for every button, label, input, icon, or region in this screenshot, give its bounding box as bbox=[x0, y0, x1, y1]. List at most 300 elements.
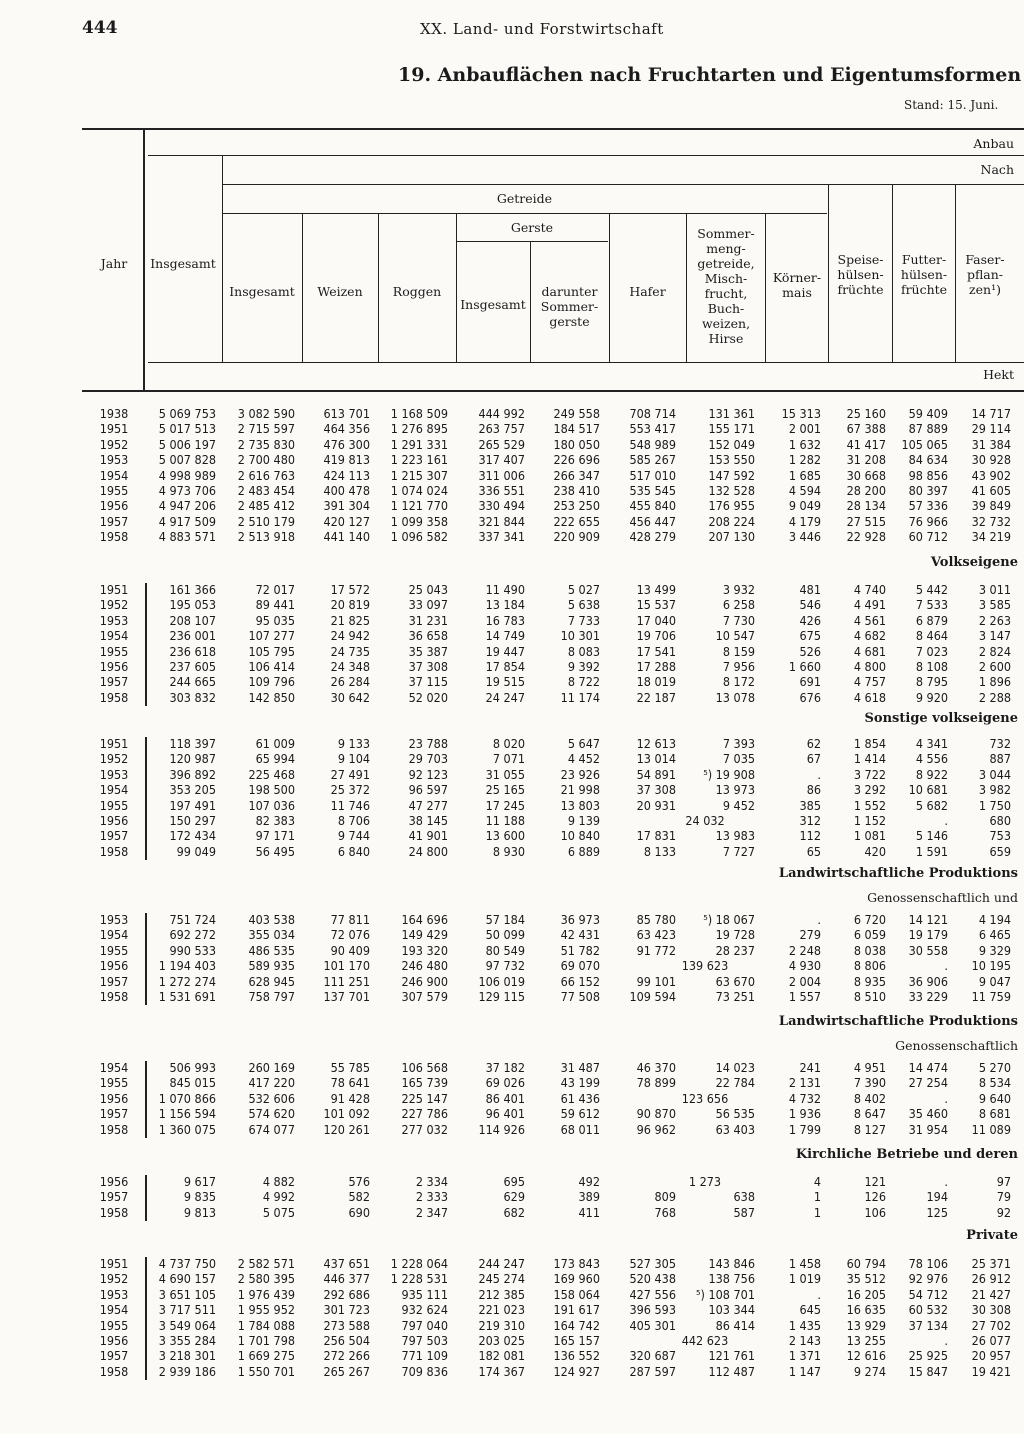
value-cell: 219 310 bbox=[478, 1317, 525, 1333]
value-cell: 30 642 bbox=[330, 689, 370, 705]
value-cell: 7 730 bbox=[722, 612, 755, 628]
value-cell: 532 606 bbox=[248, 1090, 295, 1106]
value-cell: 990 533 bbox=[169, 942, 216, 958]
value-cell: 220 909 bbox=[553, 529, 600, 545]
value-cell: . bbox=[944, 1090, 948, 1106]
value-cell: 1 896 bbox=[978, 674, 1011, 690]
value-cell: 112 487 bbox=[708, 1363, 755, 1379]
value-cell: 2 513 918 bbox=[237, 529, 295, 545]
value-cell: 1 550 701 bbox=[237, 1363, 295, 1379]
value-cell: 645 bbox=[799, 1302, 821, 1318]
value-cell: 194 bbox=[926, 1189, 948, 1205]
value-cell: 101 170 bbox=[323, 958, 370, 974]
value-cell: 1 156 594 bbox=[158, 1106, 216, 1122]
year-cell: 1956 bbox=[99, 1090, 129, 1106]
value-cell: 1 360 075 bbox=[158, 1121, 216, 1137]
value-cell: 8 922 bbox=[915, 766, 948, 782]
value-cell: 1 147 bbox=[788, 1363, 821, 1379]
value-cell: 11 746 bbox=[330, 797, 370, 813]
value-cell: 8 159 bbox=[722, 643, 755, 659]
value-cell: 25 925 bbox=[908, 1348, 948, 1364]
value-cell: 5 442 bbox=[915, 582, 948, 597]
value-cell: 4 800 bbox=[853, 659, 886, 674]
year-cell: 1953 bbox=[99, 1286, 129, 1302]
value-cell: 1 096 582 bbox=[390, 529, 448, 545]
value-cell: 61 009 bbox=[255, 736, 295, 751]
value-cell: 56 535 bbox=[715, 1106, 755, 1122]
divider bbox=[892, 184, 893, 362]
value-cell: 809 bbox=[654, 1189, 676, 1205]
value-cell: 31 487 bbox=[560, 1060, 600, 1075]
divider bbox=[456, 213, 457, 362]
table-row bbox=[94, 844, 1024, 859]
value-cell: 8 935 bbox=[853, 973, 886, 989]
value-cell: 120 987 bbox=[169, 751, 216, 767]
value-cell: 2 004 bbox=[788, 973, 821, 989]
year-cell: 1958 bbox=[99, 843, 129, 859]
table-row bbox=[94, 1205, 1024, 1220]
value-cell: 87 889 bbox=[908, 421, 948, 437]
value-cell: 149 429 bbox=[401, 927, 448, 943]
value-cell: 30 668 bbox=[846, 467, 886, 483]
value-cell: 4 947 206 bbox=[158, 498, 216, 514]
value-cell: 19 728 bbox=[715, 927, 755, 943]
value-cell: 4 732 bbox=[788, 1090, 821, 1106]
value-cell: 1 070 866 bbox=[158, 1090, 216, 1106]
year-cell: 1958 bbox=[99, 529, 129, 545]
value-cell: 246 480 bbox=[401, 958, 448, 974]
value-cell: 14 474 bbox=[908, 1060, 948, 1075]
value-cell: 321 844 bbox=[478, 513, 525, 529]
value-cell: 4 452 bbox=[567, 751, 600, 767]
value-cell: 15 313 bbox=[781, 406, 821, 421]
value-cell: 9 392 bbox=[567, 659, 600, 674]
value-cell: 682 bbox=[503, 1204, 525, 1220]
table-row bbox=[94, 927, 1024, 942]
value-cell: 30 928 bbox=[971, 452, 1011, 468]
value-cell: 732 bbox=[989, 736, 1011, 751]
value-cell: 456 447 bbox=[629, 513, 676, 529]
value-cell: 2 263 bbox=[978, 612, 1011, 628]
value-cell: 2 347 bbox=[415, 1204, 448, 1220]
value-cell: 61 436 bbox=[560, 1090, 600, 1106]
value-cell: 111 251 bbox=[323, 973, 370, 989]
value-cell: 86 bbox=[806, 782, 821, 798]
value-cell: 10 547 bbox=[715, 628, 755, 644]
value-cell: 9 617 bbox=[183, 1174, 216, 1189]
value-cell: 6 059 bbox=[853, 927, 886, 943]
hekt-label: Hekt bbox=[983, 367, 1014, 382]
value-cell: 69 026 bbox=[485, 1075, 525, 1091]
value-cell: 20 819 bbox=[330, 597, 370, 613]
value-cell: 7 023 bbox=[915, 643, 948, 659]
table-row bbox=[94, 582, 1024, 597]
value-cell: 69 070 bbox=[560, 958, 600, 974]
value-cell: 3 292 bbox=[853, 782, 886, 798]
value-cell: 28 200 bbox=[846, 483, 886, 498]
value-cell: 8 510 bbox=[853, 989, 886, 1004]
value-cell: 4 998 989 bbox=[158, 467, 216, 483]
year-cell: 1954 bbox=[99, 782, 129, 798]
value-cell: 4 556 bbox=[915, 751, 948, 767]
nach-rule bbox=[222, 184, 1024, 185]
year-cell: 1958 bbox=[99, 989, 129, 1004]
table-row bbox=[94, 437, 1024, 452]
value-cell: . bbox=[817, 912, 821, 927]
year-cell: 1956 bbox=[99, 498, 129, 514]
table-row bbox=[94, 514, 1024, 529]
table-row bbox=[94, 597, 1024, 612]
value-cell: 4 930 bbox=[788, 958, 821, 974]
year-cell: 1957 bbox=[99, 1189, 129, 1205]
year-cell: 1951 bbox=[99, 736, 129, 751]
value-cell: 427 556 bbox=[629, 1286, 676, 1302]
value-cell: 123 656 bbox=[681, 1090, 729, 1106]
value-cell: 22 784 bbox=[715, 1075, 755, 1091]
value-cell: 9 744 bbox=[337, 828, 370, 844]
value-cell: 4 561 bbox=[853, 612, 886, 628]
value-cell: 33 097 bbox=[408, 597, 448, 613]
section-heading: Volkseigene bbox=[930, 555, 1018, 570]
year-cell: 1955 bbox=[99, 797, 129, 813]
table-row bbox=[94, 529, 1024, 544]
value-cell: 589 935 bbox=[248, 958, 295, 974]
col-hafer: Hafer bbox=[629, 284, 666, 299]
table-row bbox=[94, 912, 1024, 927]
value-cell: 169 960 bbox=[553, 1271, 600, 1287]
value-cell: 5 007 828 bbox=[158, 452, 216, 468]
value-cell: . bbox=[817, 1286, 821, 1302]
value-cell: 8 681 bbox=[978, 1106, 1011, 1122]
value-cell: 21 998 bbox=[560, 782, 600, 798]
value-cell: 78 899 bbox=[636, 1075, 676, 1091]
value-cell: 25 372 bbox=[330, 782, 370, 798]
value-cell: 336 551 bbox=[478, 483, 525, 498]
value-cell: 176 955 bbox=[708, 498, 755, 514]
value-cell: 676 bbox=[799, 689, 821, 705]
value-cell: 143 846 bbox=[708, 1256, 755, 1271]
value-cell: 9 047 bbox=[978, 973, 1011, 989]
value-cell: 303 832 bbox=[169, 689, 216, 705]
col-koernermais: Körner- mais bbox=[772, 270, 822, 300]
value-cell: 193 320 bbox=[401, 942, 448, 958]
year-cell: 1954 bbox=[99, 628, 129, 644]
table-row bbox=[94, 1106, 1024, 1121]
value-cell: 1 458 bbox=[788, 1256, 821, 1271]
value-cell: 5 647 bbox=[567, 736, 600, 751]
value-cell: 420 127 bbox=[323, 513, 370, 529]
table-row bbox=[94, 1318, 1024, 1333]
value-cell: 9 452 bbox=[722, 797, 755, 813]
value-cell: 241 bbox=[799, 1060, 821, 1075]
value-cell: 173 843 bbox=[553, 1256, 600, 1271]
year-cell: 1955 bbox=[99, 643, 129, 659]
value-cell: 13 983 bbox=[715, 828, 755, 844]
value-cell: 91 772 bbox=[636, 942, 676, 958]
value-cell: 320 687 bbox=[629, 1348, 676, 1364]
value-cell: 3 011 bbox=[978, 582, 1011, 597]
value-cell: 27 515 bbox=[846, 513, 886, 529]
value-cell: 16 783 bbox=[485, 612, 525, 628]
value-cell: 33 229 bbox=[908, 989, 948, 1004]
value-cell: 535 545 bbox=[629, 483, 676, 498]
value-cell: 17 245 bbox=[485, 797, 525, 813]
value-cell: 1 019 bbox=[788, 1271, 821, 1287]
year-cell: 1957 bbox=[99, 513, 129, 529]
value-cell: 6 840 bbox=[337, 843, 370, 859]
value-cell: 238 410 bbox=[553, 483, 600, 498]
value-cell: 78 106 bbox=[908, 1256, 948, 1271]
value-cell: 59 409 bbox=[908, 406, 948, 421]
value-cell: 1 228 531 bbox=[390, 1271, 448, 1287]
value-cell: 59 612 bbox=[560, 1106, 600, 1122]
value-cell: 265 267 bbox=[323, 1363, 370, 1379]
year-cell: 1951 bbox=[99, 582, 129, 597]
value-cell: 13 973 bbox=[715, 782, 755, 798]
value-cell: 420 bbox=[864, 843, 886, 859]
value-cell: 403 538 bbox=[248, 912, 295, 927]
value-cell: 1 371 bbox=[788, 1348, 821, 1364]
value-cell: 79 bbox=[996, 1189, 1011, 1205]
year-cell: 1952 bbox=[99, 436, 129, 452]
table-row bbox=[94, 1271, 1024, 1286]
value-cell: 24 735 bbox=[330, 643, 370, 659]
value-cell: 1 936 bbox=[788, 1106, 821, 1122]
value-cell: 2 248 bbox=[788, 942, 821, 958]
value-cell: 47 277 bbox=[408, 797, 448, 813]
table-row bbox=[94, 659, 1024, 674]
value-cell: 1 276 895 bbox=[390, 421, 448, 437]
year-cell: 1956 bbox=[99, 813, 129, 828]
value-cell: 8 083 bbox=[567, 643, 600, 659]
value-cell: 2 582 571 bbox=[237, 1256, 295, 1271]
nach-label: Nach bbox=[980, 162, 1014, 177]
value-cell: 6 879 bbox=[915, 612, 948, 628]
year-cell: 1953 bbox=[99, 766, 129, 782]
value-cell: 32 732 bbox=[971, 513, 1011, 529]
value-cell: 16 205 bbox=[846, 1286, 886, 1302]
value-cell: 2 143 bbox=[788, 1333, 821, 1348]
value-cell: 887 bbox=[989, 751, 1011, 767]
value-cell: 27 702 bbox=[971, 1317, 1011, 1333]
value-cell: 9 813 bbox=[183, 1204, 216, 1220]
value-cell: 212 385 bbox=[478, 1286, 525, 1302]
value-cell: ⁵) 18 067 bbox=[703, 912, 755, 927]
value-cell: 96 401 bbox=[485, 1106, 525, 1122]
value-cell: 4 737 750 bbox=[158, 1256, 216, 1271]
value-cell: 1 557 bbox=[788, 989, 821, 1004]
value-cell: 8 706 bbox=[337, 813, 370, 828]
value-cell: 106 019 bbox=[478, 973, 525, 989]
value-cell: 1 194 403 bbox=[158, 958, 216, 974]
table-title: 19. Anbauflächen nach Fruchtarten und Eigentumsformen bbox=[398, 64, 1022, 86]
value-cell: 797 040 bbox=[401, 1317, 448, 1333]
value-cell: 8 402 bbox=[853, 1090, 886, 1106]
value-cell: 21 427 bbox=[971, 1286, 1011, 1302]
value-cell: 31 954 bbox=[908, 1121, 948, 1137]
value-cell: 24 247 bbox=[485, 689, 525, 705]
value-cell: 90 870 bbox=[636, 1106, 676, 1122]
year-cell: 1957 bbox=[99, 674, 129, 690]
value-cell: 273 588 bbox=[323, 1317, 370, 1333]
value-cell: 587 bbox=[733, 1204, 755, 1220]
section-heading: Private bbox=[966, 1228, 1018, 1243]
table-row bbox=[94, 1060, 1024, 1075]
value-cell: 65 994 bbox=[255, 751, 295, 767]
value-cell: 136 552 bbox=[553, 1348, 600, 1364]
value-cell: 37 182 bbox=[485, 1060, 525, 1075]
value-cell: 15 847 bbox=[908, 1363, 948, 1379]
value-cell: 2 334 bbox=[415, 1174, 448, 1189]
value-cell: 37 308 bbox=[636, 782, 676, 798]
table-row bbox=[94, 690, 1024, 705]
value-cell: 103 344 bbox=[708, 1302, 755, 1318]
value-cell: 7 533 bbox=[915, 597, 948, 613]
page-number: 444 bbox=[82, 18, 118, 38]
value-cell: 1 074 024 bbox=[390, 483, 448, 498]
value-cell: 2 333 bbox=[415, 1189, 448, 1205]
value-cell: 39 849 bbox=[971, 498, 1011, 514]
value-cell: 121 761 bbox=[708, 1348, 755, 1364]
value-cell: 455 840 bbox=[629, 498, 676, 514]
value-cell: 35 512 bbox=[846, 1271, 886, 1287]
value-cell: 13 014 bbox=[636, 751, 676, 767]
value-cell: 245 274 bbox=[478, 1271, 525, 1287]
value-cell: 2 600 bbox=[978, 659, 1011, 674]
value-cell: 1 414 bbox=[853, 751, 886, 767]
value-cell: 222 655 bbox=[553, 513, 600, 529]
value-cell: 26 284 bbox=[330, 674, 370, 690]
value-cell: 13 499 bbox=[636, 582, 676, 597]
value-cell: 6 465 bbox=[978, 927, 1011, 943]
value-cell: 237 605 bbox=[169, 659, 216, 674]
value-cell: 106 414 bbox=[248, 659, 295, 674]
value-cell: 17 288 bbox=[636, 659, 676, 674]
value-cell: 5 682 bbox=[915, 797, 948, 813]
value-cell: 311 006 bbox=[478, 467, 525, 483]
value-cell: 260 169 bbox=[248, 1060, 295, 1075]
col-jahr: Jahr bbox=[100, 256, 128, 271]
value-cell: 1 168 509 bbox=[390, 406, 448, 421]
value-cell: 751 724 bbox=[169, 912, 216, 927]
value-cell: 106 bbox=[864, 1204, 886, 1220]
value-cell: 198 500 bbox=[248, 782, 295, 798]
value-cell: 8 806 bbox=[853, 958, 886, 974]
value-cell: 4 491 bbox=[853, 597, 886, 613]
value-cell: 4 690 157 bbox=[158, 1271, 216, 1287]
year-cell: 1955 bbox=[99, 1075, 129, 1091]
value-cell: 5 006 197 bbox=[158, 436, 216, 452]
value-cell: 8 647 bbox=[853, 1106, 886, 1122]
value-cell: 99 049 bbox=[176, 843, 216, 859]
value-cell: 11 759 bbox=[971, 989, 1011, 1004]
divider bbox=[222, 155, 223, 362]
value-cell: 54 891 bbox=[636, 766, 676, 782]
value-cell: 3 446 bbox=[788, 529, 821, 545]
value-cell: 1 291 331 bbox=[390, 436, 448, 452]
value-cell: 1 955 952 bbox=[237, 1302, 295, 1318]
value-cell: 4 594 bbox=[788, 483, 821, 498]
value-cell: 129 115 bbox=[478, 989, 525, 1004]
value-cell: 208 224 bbox=[708, 513, 755, 529]
year-cell: 1951 bbox=[99, 1256, 129, 1271]
value-cell: 37 134 bbox=[908, 1317, 948, 1333]
value-cell: 2 580 395 bbox=[237, 1271, 295, 1287]
value-cell: 60 712 bbox=[908, 529, 948, 545]
value-cell: 3 549 064 bbox=[158, 1317, 216, 1333]
value-cell: 576 bbox=[348, 1174, 370, 1189]
value-cell: 709 836 bbox=[401, 1363, 448, 1379]
value-cell: 38 145 bbox=[408, 813, 448, 828]
value-cell: 131 361 bbox=[708, 406, 755, 421]
value-cell: 31 208 bbox=[846, 452, 886, 468]
value-cell: 105 065 bbox=[901, 436, 948, 452]
value-cell: 768 bbox=[654, 1204, 676, 1220]
value-cell: 35 460 bbox=[908, 1106, 948, 1122]
section-heading: Kirchliche Betriebe und deren bbox=[795, 1147, 1018, 1162]
value-cell: 1 632 bbox=[788, 436, 821, 452]
table-row bbox=[94, 751, 1024, 766]
value-cell: 155 171 bbox=[708, 421, 755, 437]
value-cell: 2 700 480 bbox=[237, 452, 295, 468]
value-cell: 481 bbox=[799, 582, 821, 597]
col-weizen: Weizen bbox=[317, 284, 363, 299]
table-row bbox=[94, 483, 1024, 498]
value-cell: 4 682 bbox=[853, 628, 886, 644]
year-cell: 1956 bbox=[99, 659, 129, 674]
value-cell: 446 377 bbox=[323, 1271, 370, 1287]
year-cell: 1958 bbox=[99, 689, 129, 705]
value-cell: 385 bbox=[799, 797, 821, 813]
value-cell: 63 423 bbox=[636, 927, 676, 943]
value-cell: 5 069 753 bbox=[158, 406, 216, 421]
value-cell: 55 785 bbox=[330, 1060, 370, 1075]
value-cell: 57 184 bbox=[485, 912, 525, 927]
value-cell: 1 223 161 bbox=[390, 452, 448, 468]
value-cell: 585 267 bbox=[629, 452, 676, 468]
value-cell: 9 104 bbox=[337, 751, 370, 767]
value-cell: 24 800 bbox=[408, 843, 448, 859]
value-cell: 5 270 bbox=[978, 1060, 1011, 1075]
year-cell: 1957 bbox=[99, 973, 129, 989]
value-cell: 26 912 bbox=[971, 1271, 1011, 1287]
value-cell: 680 bbox=[989, 813, 1011, 828]
value-cell: 932 624 bbox=[401, 1302, 448, 1318]
year-cell: 1954 bbox=[99, 467, 129, 483]
value-cell: 845 015 bbox=[169, 1075, 216, 1091]
value-cell: 8 020 bbox=[492, 736, 525, 751]
value-cell: 118 397 bbox=[169, 736, 216, 751]
value-cell: 1 215 307 bbox=[390, 467, 448, 483]
value-cell: 582 bbox=[348, 1189, 370, 1205]
table-row bbox=[94, 989, 1024, 1004]
section-subheading: Genossenschaftlich und bbox=[867, 890, 1018, 905]
value-cell: 92 976 bbox=[908, 1271, 948, 1287]
value-cell: 138 756 bbox=[708, 1271, 755, 1287]
value-cell: 24 348 bbox=[330, 659, 370, 674]
value-cell: 22 928 bbox=[846, 529, 886, 545]
value-cell: 78 641 bbox=[330, 1075, 370, 1091]
table-row bbox=[94, 798, 1024, 813]
value-cell: 758 797 bbox=[248, 989, 295, 1004]
value-cell: 73 251 bbox=[715, 989, 755, 1004]
value-cell: 4 bbox=[813, 1174, 821, 1189]
value-cell: 389 bbox=[578, 1189, 600, 1205]
table-row bbox=[94, 1091, 1024, 1106]
value-cell: 1 660 bbox=[788, 659, 821, 674]
value-cell: 417 220 bbox=[248, 1075, 295, 1091]
value-cell: 43 199 bbox=[560, 1075, 600, 1091]
